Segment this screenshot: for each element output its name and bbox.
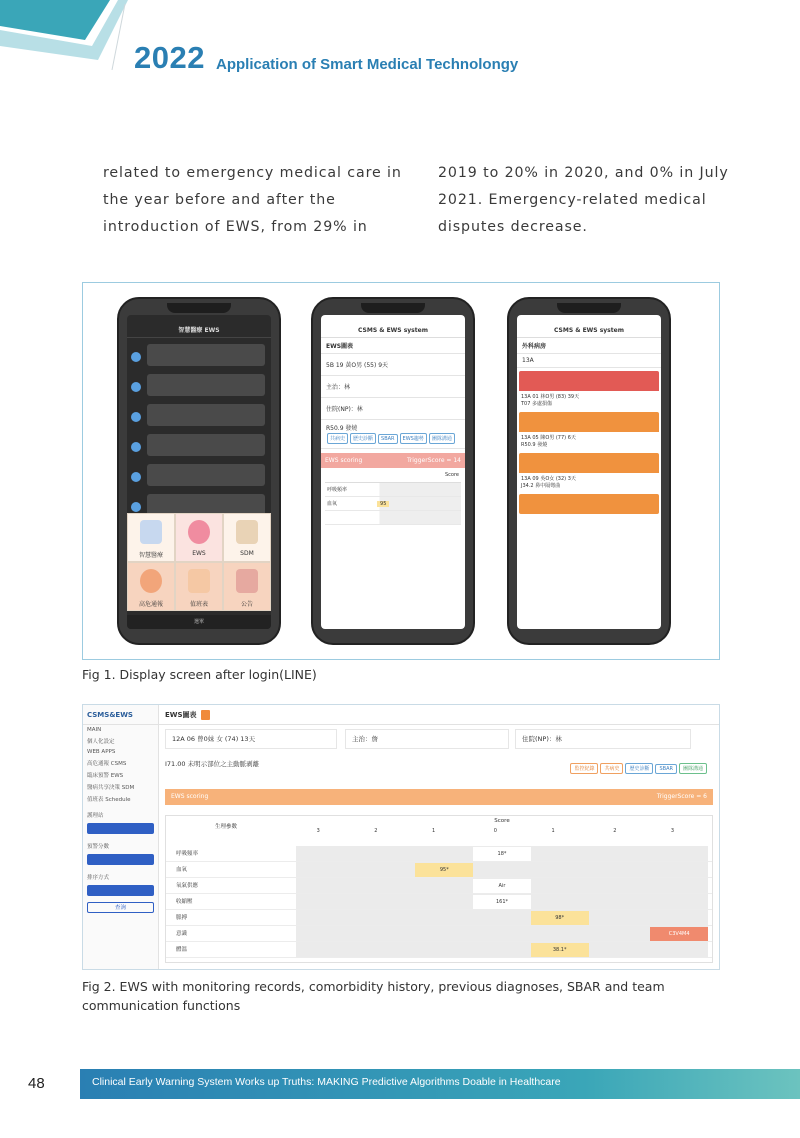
hospital-icon — [140, 520, 162, 544]
board-icon — [236, 569, 258, 593]
figure-2 — [82, 704, 720, 970]
score-select[interactable] — [87, 854, 154, 865]
sidebar-item[interactable]: 臨床預警 EWS — [87, 773, 124, 779]
attending-info: 主治：詹 — [345, 729, 509, 749]
param-label: 生理參數 — [214, 824, 237, 830]
station-select[interactable] — [87, 823, 154, 834]
attending-line: 主治：林 — [321, 376, 465, 398]
body-column-1: related to emergency medical care in the year before and after the introduction of EWS, from 29% in — [103, 165, 402, 235]
menu-toggle[interactable]: 選單 — [127, 615, 271, 629]
table-row: 氧氣供應 Air — [166, 878, 712, 894]
patient-info: 12A 06 曾0妹 女 (74) 13天 — [165, 729, 337, 749]
score-table — [165, 815, 713, 963]
header-decoration — [0, 0, 150, 70]
bot-icon — [131, 472, 141, 482]
figure-1 — [82, 282, 720, 660]
grid-row: 呼吸頻率 — [325, 483, 461, 497]
score-columns: 3 2 1 0 1 2 3 — [316, 828, 675, 834]
phone-notch — [361, 303, 425, 313]
grid-row: 血氧 95 — [325, 497, 461, 511]
menu-schedule[interactable]: 值班表 — [175, 562, 223, 611]
page-number: 48 — [28, 1075, 45, 1092]
app-title: CSMS & EWS system — [517, 324, 661, 338]
body-column-2: 2019 to 20% in 2020, and 0% in July 2021. Emergency-related medical disputes decrease. — [438, 165, 729, 235]
score-grid — [325, 482, 461, 525]
phone-notch — [557, 303, 621, 313]
phone-line — [117, 297, 281, 645]
bot-icon — [131, 412, 141, 422]
table-row: 呼吸頻率 18* — [166, 846, 712, 862]
ward-title: 外科病房 — [517, 338, 661, 354]
phone-ews — [311, 297, 475, 645]
chip-sbar[interactable]: SBAR — [378, 434, 398, 444]
chat-message — [131, 434, 267, 458]
footer-bar — [80, 1069, 800, 1099]
menu-sdm[interactable]: SDM — [223, 513, 271, 562]
query-button[interactable]: 查詢 — [87, 902, 154, 913]
chip-history[interactable]: 歷史診斷 — [625, 763, 653, 774]
table-row: 血氧 95* — [166, 862, 712, 878]
clipboard-icon — [188, 569, 210, 593]
panel-header — [159, 705, 719, 725]
phone-notch — [167, 303, 231, 313]
line-chat-title: 智慧醫療 EWS — [127, 324, 271, 338]
np-info: 住院(NP)：林 — [515, 729, 691, 749]
bot-icon — [131, 442, 141, 452]
sidebar-item[interactable]: 值班表 Schedule — [87, 797, 131, 803]
figure-2-caption: Fig 2. EWS with monitoring records, comorbidity history, previous diagnoses, SBAR and team communication functions — [82, 979, 665, 1013]
chip-trend[interactable]: EWS趨勢 — [400, 433, 427, 444]
ews-scoring-bar: EWS scoring TriggerScore = 14 — [321, 453, 465, 468]
chat-message — [131, 344, 267, 368]
chip-comorbidity[interactable]: 共病史 — [327, 433, 348, 444]
sidebar-item[interactable]: 醫病共享決策 SDM — [87, 785, 135, 791]
people-icon — [236, 520, 258, 544]
np-line: 住院(NP)：林 — [321, 398, 465, 420]
footer-title: Clinical Early Warning System Works up Truths: MAKING Predictive Algorithms Doable in Healthcare — [92, 1076, 561, 1088]
diagnosis: R50.9 發燒 — [326, 425, 358, 432]
menu-alert[interactable]: 高危通報 — [127, 562, 175, 611]
bot-icon — [131, 502, 141, 512]
patient-line: 5B 19 黃O男 (55) 9天 — [321, 354, 465, 376]
bot-icon — [131, 352, 141, 362]
rich-menu — [127, 513, 271, 611]
score-label: Score — [444, 472, 459, 478]
table-row: 脈搏 98* — [166, 910, 712, 926]
sidebar-item[interactable]: 高危通報 CSMS — [87, 761, 127, 767]
screen-title: EWS圖表 — [321, 338, 465, 354]
score-label: Score — [494, 818, 510, 824]
menu-announcement[interactable]: 公告 — [223, 562, 271, 611]
ews-scoring-bar: EWS scoring TriggerScore = 6 — [165, 789, 713, 805]
main-panel — [159, 705, 719, 969]
patient-card[interactable]: 13A 09 吳O女 (32) 3天 J34.2 鼻中隔彎曲 — [519, 453, 659, 491]
phone-ward — [507, 297, 671, 645]
operator-icon — [140, 569, 162, 593]
menu-smart-medical[interactable]: 智慧醫療 — [127, 513, 175, 562]
tag-badge[interactable] — [201, 710, 211, 720]
brand: CSMS&EWS — [83, 705, 158, 725]
panel-title: EWS圖表 — [165, 711, 197, 719]
app-title: CSMS & EWS system — [321, 324, 465, 338]
heart-icon — [188, 520, 210, 544]
chip-team[interactable]: 團隊溝通 — [679, 763, 707, 774]
table-row: 收縮壓 161* — [166, 894, 712, 910]
header-subtitle: Application of Smart Medical Technolongy — [216, 56, 519, 73]
phone-screen — [321, 315, 465, 629]
chat-message — [131, 464, 267, 488]
chat-message — [131, 404, 267, 428]
patient-card[interactable] — [519, 494, 659, 514]
phone-screen — [127, 315, 271, 629]
figure-1-caption: Fig 1. Display screen after login(LINE) — [82, 667, 317, 682]
chip-team[interactable]: 團隊溝通 — [429, 433, 455, 444]
ward-code: 13A — [517, 354, 661, 368]
chip-history[interactable]: 歷史診斷 — [350, 433, 376, 444]
menu-ews[interactable]: EWS — [175, 513, 223, 562]
diagnosis-block — [321, 420, 465, 449]
action-chips — [568, 763, 707, 774]
chip-monitoring[interactable]: 監控紀錄 — [570, 763, 598, 774]
bot-icon — [131, 382, 141, 392]
table-row: 體溫 38.1* — [166, 942, 712, 958]
header-year: 2022 — [134, 40, 205, 75]
patient-card[interactable]: 13A 05 陳O男 (77) 6天 R50.9 發燒 — [519, 412, 659, 450]
sort-select[interactable] — [87, 885, 154, 896]
sidebar-item[interactable]: 個人化設定 — [87, 739, 115, 745]
sidebar: CSMS&EWS MAIN 個人化設定 WEB APPS 高危通報 CSMS 臨床預警 EWS 醫病共享決策 SDM 值班表 Schedule 護理站 預警分數 排序方式 查詢 — [83, 705, 159, 969]
phone-screen — [517, 315, 661, 629]
patient-card[interactable]: 13A 01 林O男 (83) 39天 T07 多處損傷 — [519, 371, 659, 409]
chip-sbar[interactable]: SBAR — [655, 764, 677, 774]
table-row: 意識 C3V4M4 — [166, 926, 712, 942]
chat-message — [131, 374, 267, 398]
diagnosis: I71.00 未明示部位之主動脈剥離 — [165, 760, 260, 768]
chip-comorbidity[interactable]: 共病史 — [600, 763, 623, 774]
